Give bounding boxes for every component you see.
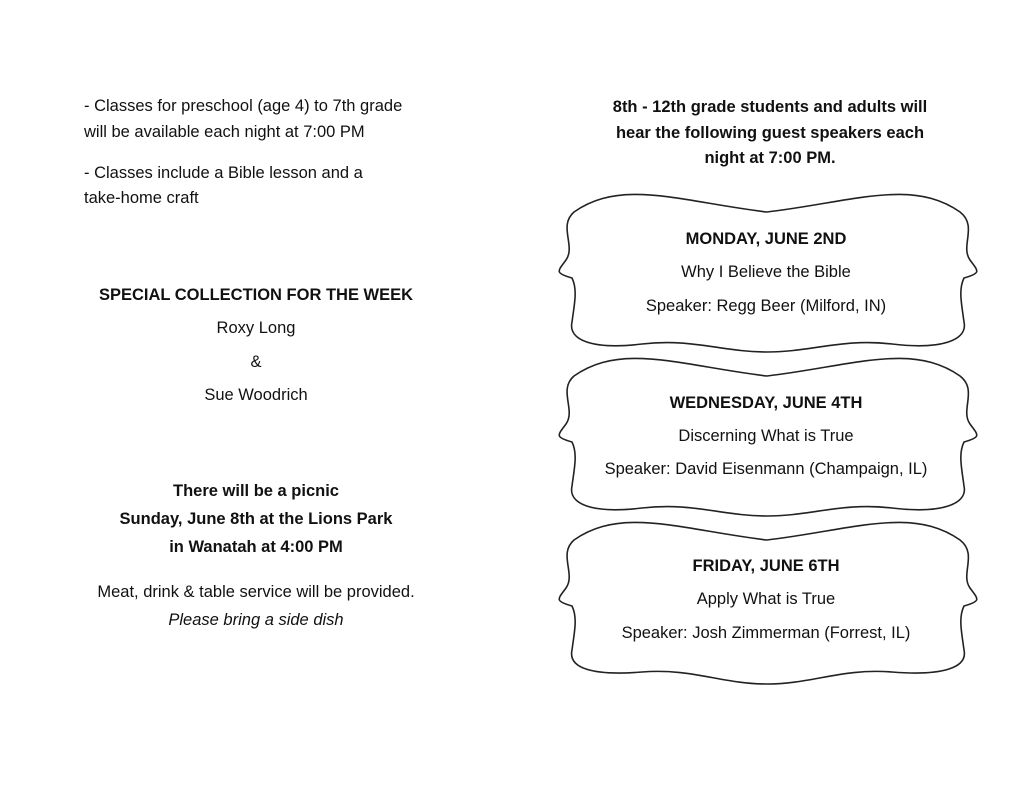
session-wednesday-topic: Discerning What is True bbox=[678, 427, 854, 445]
session-wednesday-speaker: Speaker: David Eisenmann (Champaign, IL) bbox=[604, 460, 928, 478]
intro-line-1: 8th - 12th grade students and adults will bbox=[612, 98, 928, 116]
classes-note-1-line-2: will be available each night at 7:00 PM bbox=[84, 123, 365, 141]
session-monday-speaker: Speaker: Regg Beer (Milford, IN) bbox=[645, 297, 887, 315]
picnic-provided: Meat, drink & table service will be provided. bbox=[97, 583, 415, 601]
intro-line-2: hear the following guest speakers each bbox=[615, 124, 925, 142]
classes-note-2-line-2: take-home craft bbox=[84, 189, 199, 207]
session-monday-topic: Why I Believe the Bible bbox=[681, 263, 851, 281]
picnic-line-2: Sunday, June 8th at the Lions Park bbox=[119, 510, 393, 528]
session-friday-day: FRIDAY, JUNE 6TH bbox=[692, 557, 840, 575]
classes-note-1-line-1: - Classes for preschool (age 4) to 7th grade bbox=[84, 97, 403, 115]
collection-name-1: Roxy Long bbox=[216, 319, 296, 337]
picnic-line-3: in Wanatah at 4:00 PM bbox=[169, 538, 343, 556]
picnic-line-1: There will be a picnic bbox=[173, 482, 339, 500]
collection-heading: SPECIAL COLLECTION FOR THE WEEK bbox=[98, 286, 414, 304]
collection-name-2: Sue Woodrich bbox=[204, 386, 308, 404]
session-monday-day: MONDAY, JUNE 2ND bbox=[685, 230, 847, 248]
picnic-request: Please bring a side dish bbox=[168, 611, 344, 629]
session-wednesday-day: WEDNESDAY, JUNE 4TH bbox=[669, 394, 863, 412]
collection-ampersand: & bbox=[250, 353, 262, 371]
session-friday-topic: Apply What is True bbox=[696, 590, 836, 608]
classes-note-2-line-1: - Classes include a Bible lesson and a bbox=[84, 164, 363, 182]
session-friday-speaker: Speaker: Josh Zimmerman (Forrest, IL) bbox=[621, 624, 911, 642]
right-panel bbox=[512, 0, 1024, 791]
intro-line-3: night at 7:00 PM. bbox=[704, 149, 836, 167]
